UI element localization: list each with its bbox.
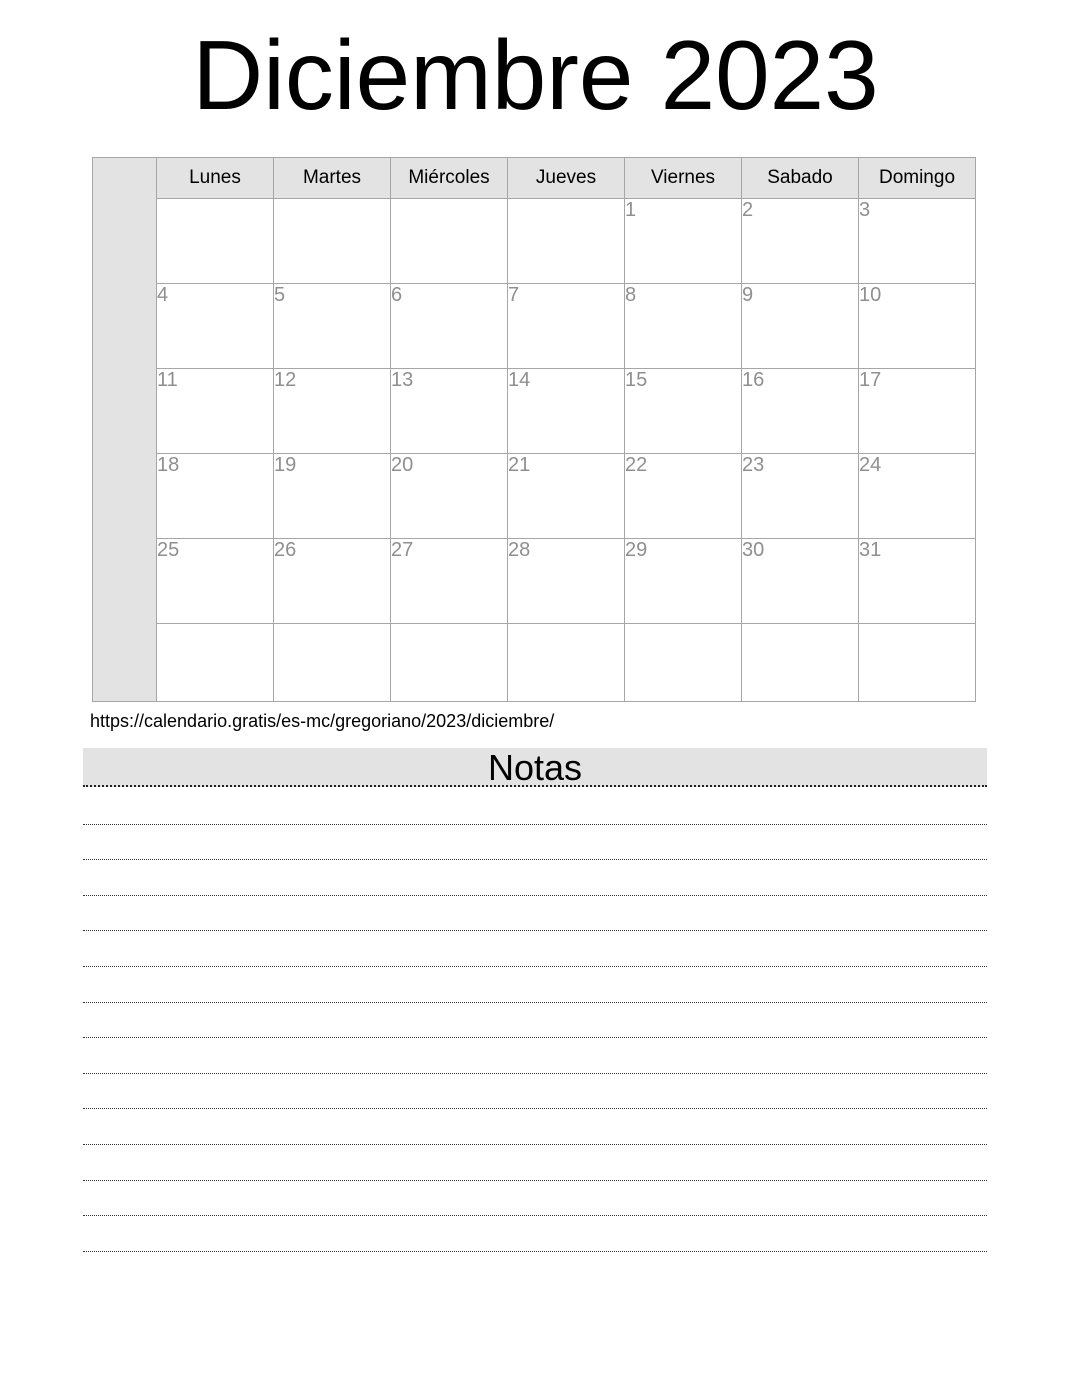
day-cell-13: 13 xyxy=(391,369,508,454)
day-cell-empty xyxy=(625,624,742,702)
note-line xyxy=(83,860,987,896)
day-cell-5: 5 xyxy=(274,284,391,369)
day-cell-7: 7 xyxy=(508,284,625,369)
day-cell-empty xyxy=(391,624,508,702)
day-header-viernes: Viernes xyxy=(625,158,742,199)
day-cell-6: 6 xyxy=(391,284,508,369)
notes-lines xyxy=(83,789,987,1252)
note-line xyxy=(83,1003,987,1039)
day-header-miercoles: Miércoles xyxy=(391,158,508,199)
day-cell-19: 19 xyxy=(274,454,391,539)
day-cell-30: 30 xyxy=(742,539,859,624)
calendar-header-row xyxy=(93,158,976,199)
source-url: https://calendario.gratis/es-mc/gregoriano/2023/diciembre/ xyxy=(90,711,555,731)
week-row xyxy=(93,369,976,454)
page-title: Diciembre 2023 xyxy=(192,20,879,130)
note-line xyxy=(83,1038,987,1074)
day-cell-29: 29 xyxy=(625,539,742,624)
note-line xyxy=(83,967,987,1003)
day-cell-empty xyxy=(157,199,274,284)
day-header-martes: Martes xyxy=(274,158,391,199)
day-header-lunes: Lunes xyxy=(157,158,274,199)
day-cell-21: 21 xyxy=(508,454,625,539)
day-cell-14: 14 xyxy=(508,369,625,454)
week-row xyxy=(93,284,976,369)
note-line xyxy=(83,825,987,861)
day-cell-9: 9 xyxy=(742,284,859,369)
day-cell-1: 1 xyxy=(625,199,742,284)
day-cell-26: 26 xyxy=(274,539,391,624)
day-cell-empty xyxy=(508,199,625,284)
day-cell-empty xyxy=(508,624,625,702)
week-spacer-column xyxy=(93,158,157,702)
week-row xyxy=(93,539,976,624)
day-cell-8: 8 xyxy=(625,284,742,369)
week-row xyxy=(93,624,976,702)
day-cell-10: 10 xyxy=(859,284,976,369)
note-line xyxy=(83,1074,987,1110)
note-line xyxy=(83,1145,987,1181)
week-row xyxy=(93,199,976,284)
day-cell-2: 2 xyxy=(742,199,859,284)
day-header-jueves: Jueves xyxy=(508,158,625,199)
notes-title: Notas xyxy=(487,747,583,788)
note-line xyxy=(83,789,987,825)
note-line xyxy=(83,1181,987,1217)
notes-header-bar xyxy=(83,748,987,787)
day-cell-empty xyxy=(157,624,274,702)
day-header-domingo: Domingo xyxy=(859,158,976,199)
day-cell-27: 27 xyxy=(391,539,508,624)
day-cell-28: 28 xyxy=(508,539,625,624)
note-line xyxy=(83,931,987,967)
day-cell-11: 11 xyxy=(157,369,274,454)
day-cell-empty xyxy=(742,624,859,702)
note-line xyxy=(83,1216,987,1252)
day-cell-empty xyxy=(274,199,391,284)
day-cell-23: 23 xyxy=(742,454,859,539)
day-cell-18: 18 xyxy=(157,454,274,539)
day-cell-3: 3 xyxy=(859,199,976,284)
day-cell-empty xyxy=(859,624,976,702)
day-cell-31: 31 xyxy=(859,539,976,624)
day-cell-12: 12 xyxy=(274,369,391,454)
day-cell-17: 17 xyxy=(859,369,976,454)
day-cell-22: 22 xyxy=(625,454,742,539)
day-cell-16: 16 xyxy=(742,369,859,454)
day-cell-24: 24 xyxy=(859,454,976,539)
day-header-sabado: Sabado xyxy=(742,158,859,199)
day-cell-25: 25 xyxy=(157,539,274,624)
day-cell-empty xyxy=(274,624,391,702)
note-line xyxy=(83,896,987,932)
week-row xyxy=(93,454,976,539)
note-line xyxy=(83,1109,987,1145)
day-cell-empty xyxy=(391,199,508,284)
calendar-table xyxy=(92,157,976,702)
day-cell-15: 15 xyxy=(625,369,742,454)
day-cell-20: 20 xyxy=(391,454,508,539)
day-cell-4: 4 xyxy=(157,284,274,369)
